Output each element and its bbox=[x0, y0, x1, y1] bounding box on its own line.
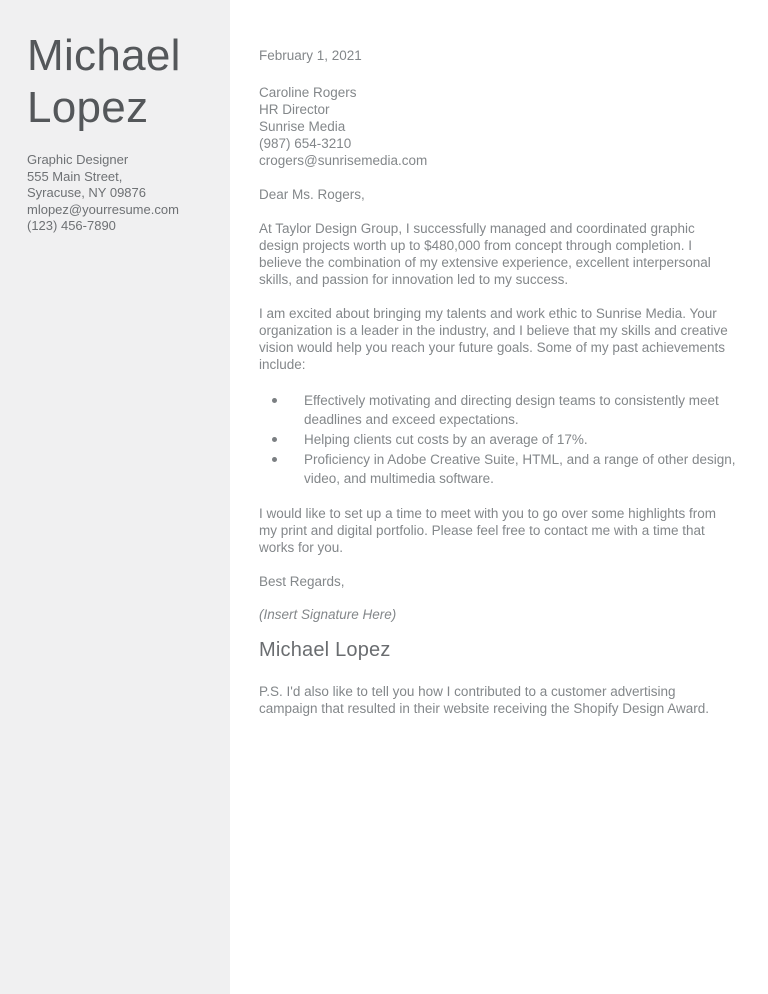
contact-line-email: mlopez@yourresume.com bbox=[27, 201, 179, 217]
contact-block bbox=[27, 152, 212, 235]
applicant-name bbox=[27, 30, 212, 134]
recipient-email: crogers@sunrisemedia.com bbox=[259, 153, 428, 168]
bullet-icon bbox=[272, 457, 277, 462]
letter-date: February 1, 2021 bbox=[259, 48, 362, 63]
postscript: P.S. I'd also like to tell you how I contributed to a customer advertising campaign that resulted in their website receiving the Shopify Design Award. bbox=[259, 684, 710, 716]
recipient-title: HR Director bbox=[259, 102, 330, 117]
recipient-phone: (987) 654-3210 bbox=[259, 136, 352, 151]
recipient-company: Sunrise Media bbox=[259, 119, 346, 134]
salutation: Dear Ms. Rogers, bbox=[259, 187, 365, 202]
paragraph-call-to-action: I would like to set up a time to meet with you to go over some highlights from my print and digital portfolio. Please feel free to contact me with a time that works for you. bbox=[259, 506, 716, 555]
cover-letter-body bbox=[259, 47, 737, 717]
recipient-name: Caroline Rogers bbox=[259, 85, 357, 100]
bullet-icon bbox=[272, 437, 277, 442]
achievements-list bbox=[259, 391, 737, 488]
contact-line-street: 555 Main Street, bbox=[27, 168, 123, 184]
list-item-text: Proficiency in Adobe Creative Suite, HTML, and a range of other design, video, and multimedia software. bbox=[304, 452, 736, 486]
signature-placeholder: (Insert Signature Here) bbox=[259, 607, 397, 622]
sidebar bbox=[0, 0, 230, 994]
bullet-icon bbox=[272, 398, 277, 403]
list-item bbox=[272, 450, 737, 488]
signature-name: Michael Lopez bbox=[259, 639, 391, 661]
list-item-text: Effectively motivating and directing design teams to consistently meet deadlines and exceed expectations. bbox=[304, 393, 719, 427]
list-item-text: Helping clients cut costs by an average of 17%. bbox=[304, 432, 588, 447]
paragraph-interest: I am excited about bringing my talents and work ethic to Sunrise Media. Your organization is a leader in the industry, and I believe that my skills and creative vision would help you reach your future goals. Some of my past achievements include: bbox=[259, 306, 728, 372]
closing-line: Best Regards, bbox=[259, 574, 345, 589]
contact-line-city: Syracuse, NY 09876 bbox=[27, 185, 146, 200]
contact-line-phone: (123) 456-7890 bbox=[27, 218, 116, 233]
applicant-first-name: Michael bbox=[27, 31, 181, 80]
applicant-last-name: Lopez bbox=[27, 83, 149, 132]
contact-line-job-title: Graphic Designer bbox=[27, 152, 129, 167]
list-item bbox=[272, 430, 737, 449]
paragraph-experience: At Taylor Design Group, I successfully managed and coordinated graphic design projects worth up to $480,000 from concept through completion. I believe the combination of my extensive experience, excellent interpersonal skills, and passion for innovation led to my success. bbox=[259, 221, 711, 287]
list-item bbox=[272, 391, 737, 429]
recipient-block bbox=[259, 84, 737, 169]
